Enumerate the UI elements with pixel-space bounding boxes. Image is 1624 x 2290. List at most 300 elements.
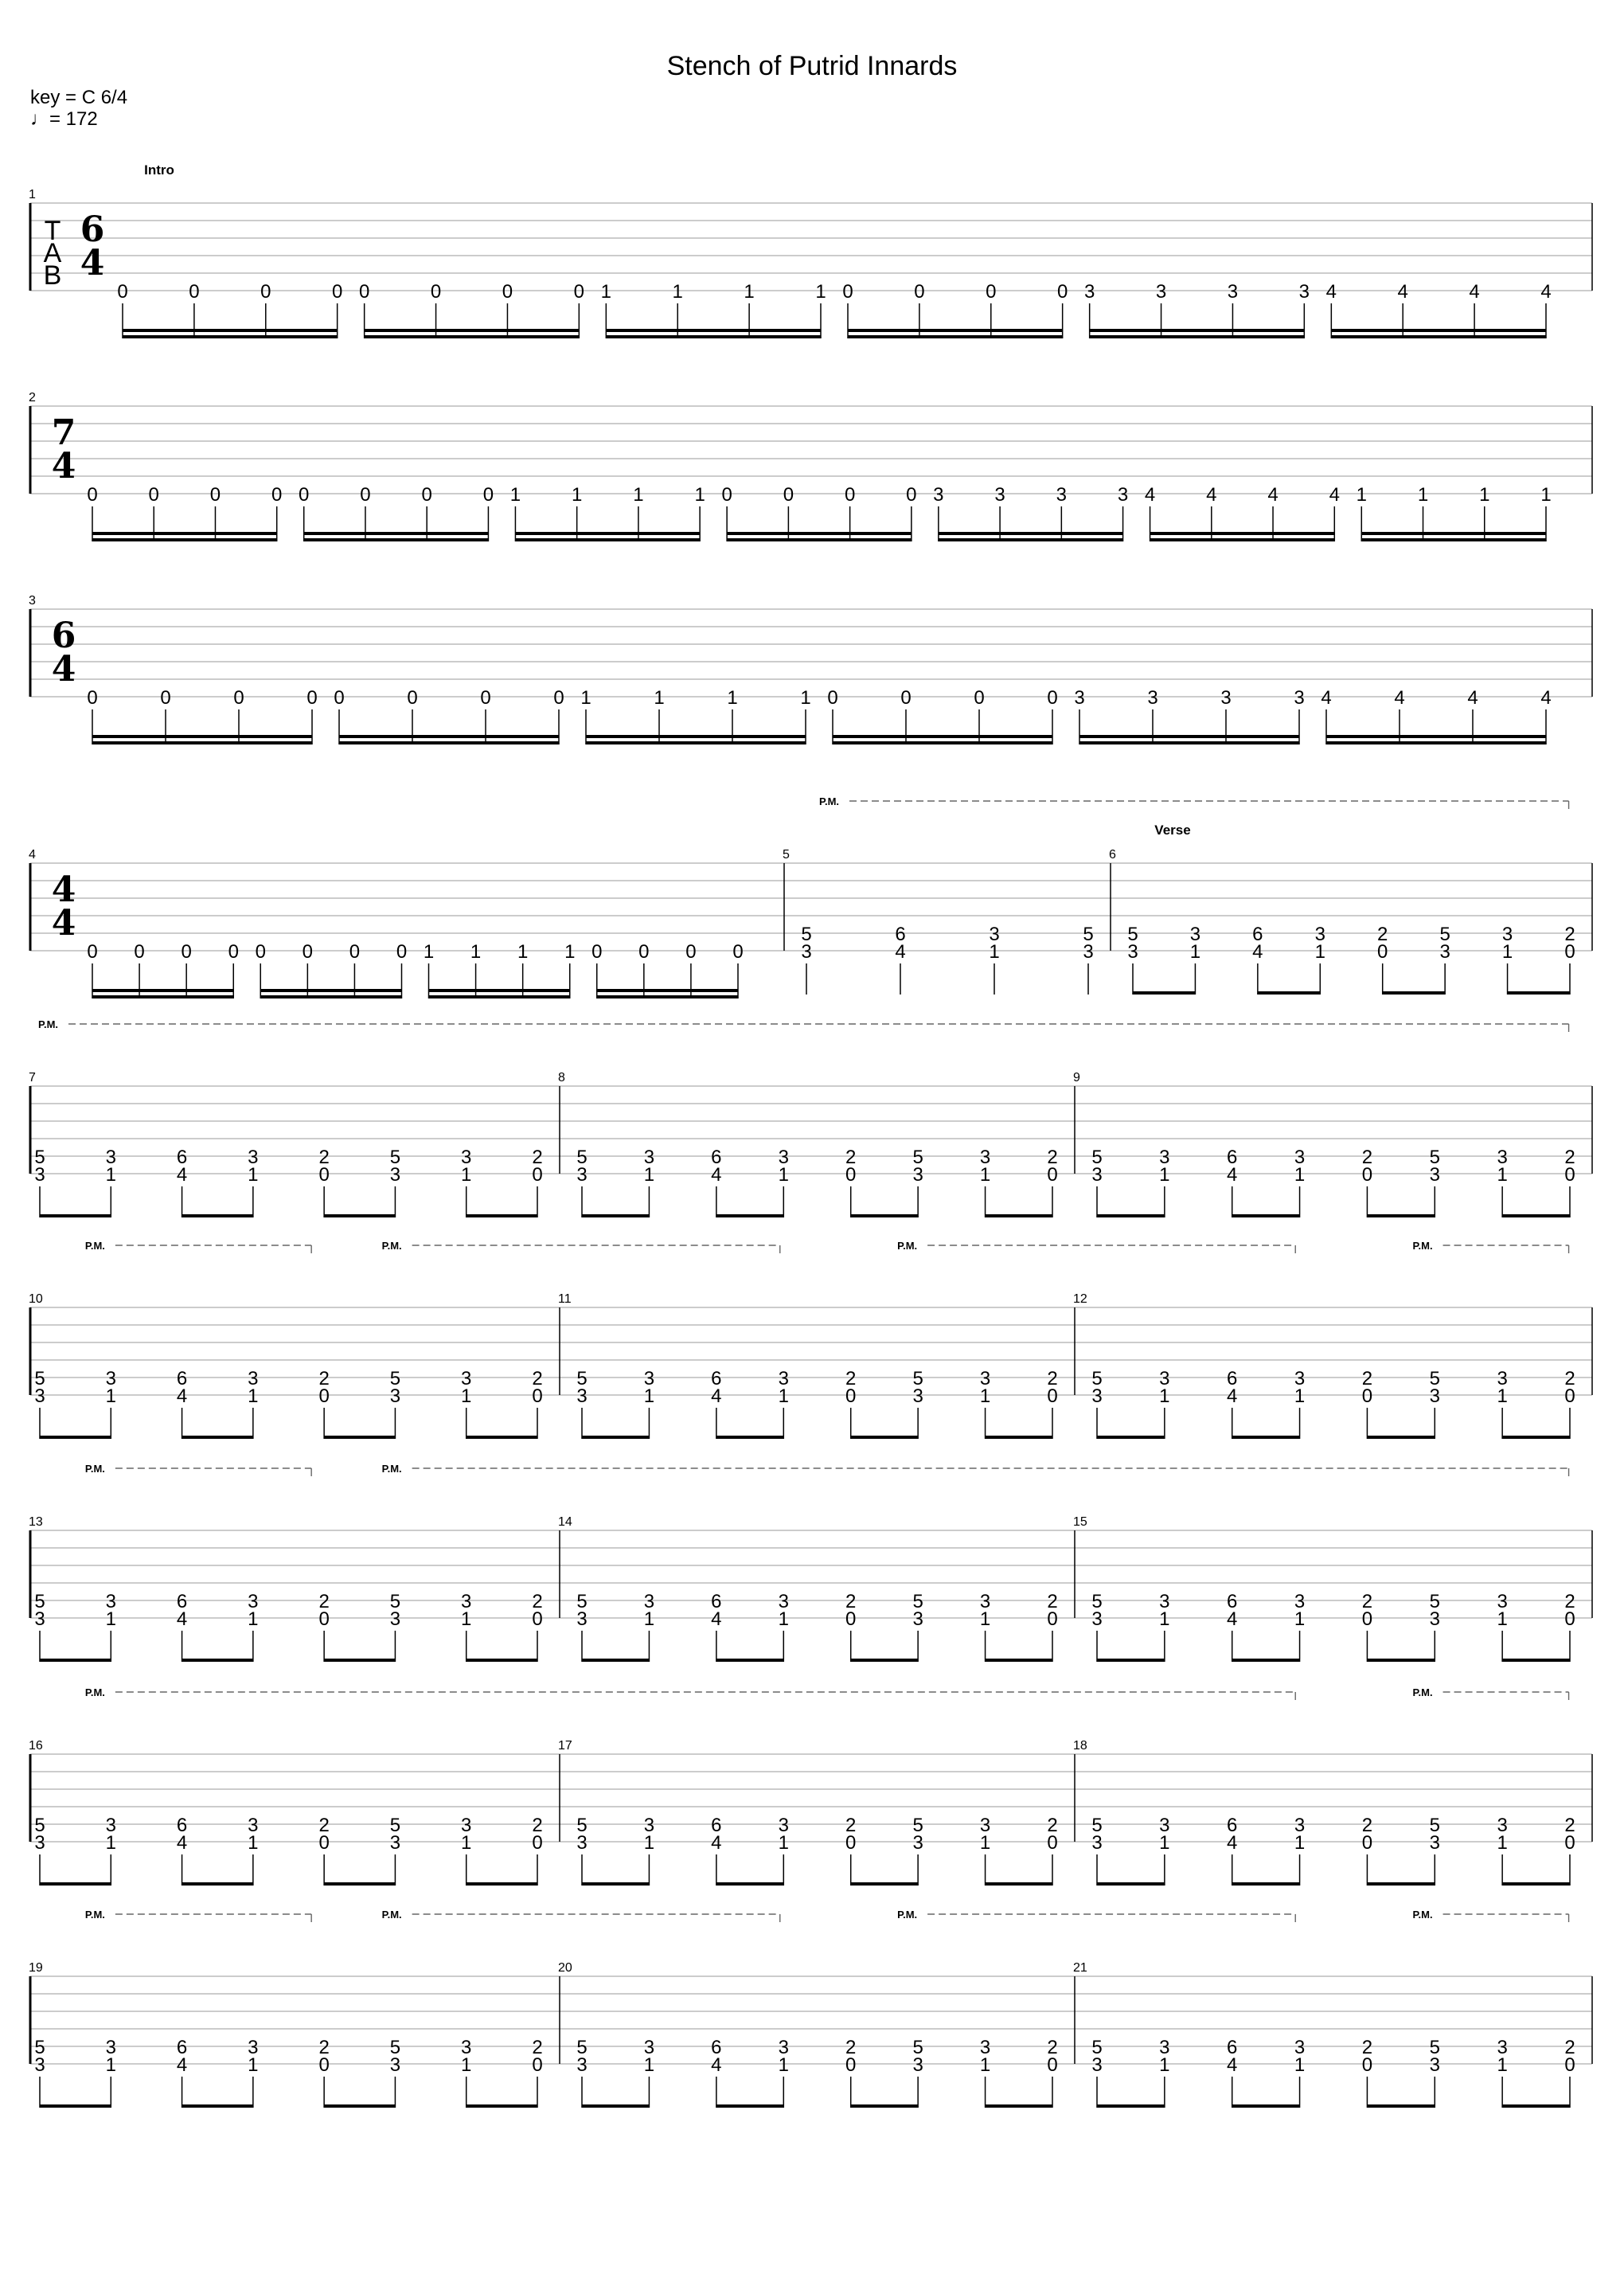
fret-number: 0	[87, 484, 98, 506]
fret-number: 5	[576, 1591, 588, 1612]
fret-number: 1	[633, 484, 644, 506]
fret-number: 3	[1497, 2037, 1508, 2058]
fret-number: 1	[727, 687, 738, 709]
measure-number: 21	[1073, 1961, 1087, 1975]
fret-number: 0	[87, 941, 98, 963]
fret-number: 4	[711, 1385, 722, 1407]
fret-number: 3	[1429, 1608, 1440, 1630]
fret-number: 5	[34, 2037, 45, 2058]
fret-number: 1	[1189, 941, 1201, 963]
fret-number: 2	[1564, 2037, 1575, 2058]
fret-number: 3	[248, 1368, 259, 1389]
fret-number: 2	[1361, 2037, 1373, 2058]
fret-number: 3	[389, 1164, 401, 1186]
fret-number: 0	[181, 941, 192, 963]
fret-number: 1	[1497, 1608, 1508, 1630]
fret-number: 3	[1091, 1385, 1103, 1407]
measure	[558, 1961, 1058, 2108]
fret-number: 3	[912, 1164, 923, 1186]
fret-number: 1	[461, 1608, 472, 1630]
fret-number: 3	[1091, 1164, 1103, 1186]
fret-number: 0	[573, 281, 585, 303]
palm-mute-label: P.M.	[84, 1240, 105, 1252]
fret-number: 6	[176, 1591, 188, 1612]
fret-number: 3	[1294, 1147, 1306, 1168]
measure-number: 8	[558, 1071, 565, 1084]
fret-number: 0	[228, 941, 239, 963]
fret-number: 1	[989, 941, 1000, 963]
fret-number: 0	[532, 1608, 543, 1630]
fret-number: 1	[1540, 484, 1552, 506]
fret-number: 2	[1361, 1147, 1373, 1168]
fret-number: 0	[827, 687, 838, 709]
palm-mute-label: P.M.	[381, 1240, 402, 1252]
fret-number: 4	[176, 1164, 188, 1186]
fret-number: 0	[1361, 1385, 1373, 1407]
fret-number: 5	[912, 1368, 923, 1389]
fret-number: 3	[389, 2054, 401, 2076]
fret-number: 0	[845, 1385, 857, 1407]
fret-number: 0	[134, 941, 145, 963]
fret-number: 0	[1361, 1164, 1373, 1186]
fret-number: 3	[912, 2054, 923, 2076]
fret-number: 4	[1206, 484, 1217, 506]
fret-number: 2	[845, 2037, 857, 2058]
fret-number: 3	[643, 1147, 655, 1168]
fret-number: 1	[105, 1385, 116, 1407]
measure	[1073, 1961, 1575, 2108]
fret-number: 3	[1155, 281, 1167, 303]
fret-number: 4	[711, 1832, 722, 1854]
time-signature-numerator: 6	[51, 615, 76, 656]
staff-systems	[29, 162, 1592, 2108]
fret-number: 1	[979, 1385, 991, 1407]
measure-number: 9	[1073, 1071, 1080, 1084]
fret-number: 1	[778, 1832, 789, 1854]
fret-number: 1	[979, 1832, 991, 1854]
measure	[29, 391, 1552, 541]
fret-number: 0	[638, 941, 650, 963]
fret-number: 3	[1056, 484, 1068, 506]
fret-number: 6	[176, 2037, 188, 2058]
measure-number: 13	[29, 1515, 43, 1529]
fret-number: 3	[1147, 687, 1158, 709]
measure-number: 10	[29, 1292, 43, 1306]
staff-system	[29, 1909, 1592, 2108]
fret-number: 0	[1047, 2054, 1058, 2076]
fret-number: 0	[318, 1608, 330, 1630]
fret-number: 3	[389, 1385, 401, 1407]
staff-system	[29, 1686, 1592, 1886]
fret-number: 1	[571, 484, 583, 506]
fret-number: 5	[34, 1591, 45, 1612]
measure-number: 16	[29, 1739, 43, 1753]
measure-number: 1	[29, 188, 36, 201]
palm-mute-label: P.M.	[819, 795, 840, 807]
fret-number: 5	[34, 1368, 45, 1389]
fret-number: 3	[1083, 941, 1094, 963]
fret-number: 4	[1227, 1608, 1238, 1630]
fret-number: 3	[643, 1591, 655, 1612]
fret-number: 3	[248, 1147, 259, 1168]
fret-number: 1	[778, 1608, 789, 1630]
measure	[1073, 1292, 1575, 1439]
fret-number: 0	[844, 484, 856, 506]
fret-number: 4	[1227, 2054, 1238, 2076]
measure	[29, 1961, 543, 2108]
staff-system	[29, 391, 1592, 541]
fret-number: 1	[1497, 1832, 1508, 1854]
fret-number: 3	[248, 2037, 259, 2058]
fret-number: 5	[34, 1815, 45, 1836]
fret-number: 6	[1227, 1591, 1238, 1612]
fret-number: 3	[912, 1608, 923, 1630]
fret-number: 5	[576, 1147, 588, 1168]
fret-number: 3	[979, 1815, 991, 1836]
fret-number: 2	[1564, 1815, 1575, 1836]
fret-number: 0	[1361, 2054, 1373, 2076]
fret-number: 2	[845, 1147, 857, 1168]
fret-number: 0	[1564, 2054, 1575, 2076]
fret-number: 3	[778, 1815, 789, 1836]
fret-number: 2	[1564, 924, 1575, 945]
time-signature-denominator: 4	[80, 243, 105, 283]
fret-number: 5	[1091, 2037, 1103, 2058]
fret-number: 3	[1497, 1815, 1508, 1836]
fret-number: 6	[711, 1591, 722, 1612]
palm-mute-label: P.M.	[1412, 1909, 1433, 1921]
measure-number: 19	[29, 1961, 43, 1975]
fret-number: 1	[1479, 484, 1490, 506]
fret-number: 4	[1325, 281, 1337, 303]
fret-number: 3	[989, 924, 1000, 945]
measure	[783, 848, 1094, 995]
fret-number: 1	[643, 1832, 655, 1854]
fret-number: 3	[105, 1591, 116, 1612]
fret-number: 5	[1429, 1591, 1440, 1612]
measure-number: 2	[29, 391, 36, 404]
fret-number: 3	[461, 1591, 472, 1612]
fret-number: 1	[1159, 1832, 1170, 1854]
fret-number: 5	[34, 1147, 45, 1168]
fret-number: 2	[318, 1147, 330, 1168]
fret-number: 1	[600, 281, 612, 303]
fret-number: 3	[1294, 1368, 1306, 1389]
fret-number: 4	[1267, 484, 1279, 506]
fret-number: 0	[318, 1832, 330, 1854]
time-signature-numerator: 4	[51, 869, 76, 910]
fret-number: 5	[389, 1147, 401, 1168]
fret-number: 1	[580, 687, 591, 709]
fret-number: 3	[389, 1832, 401, 1854]
fret-number: 5	[576, 1368, 588, 1389]
fret-number: 5	[1429, 1368, 1440, 1389]
fret-number: 3	[389, 1608, 401, 1630]
fret-number: 2	[1047, 1368, 1058, 1389]
fret-number: 6	[1227, 1368, 1238, 1389]
fret-number: 5	[1091, 1147, 1103, 1168]
fret-number: 3	[1294, 2037, 1306, 2058]
fret-number: 1	[672, 281, 683, 303]
fret-number: 3	[979, 1591, 991, 1612]
fret-number: 0	[117, 281, 128, 303]
fret-number: 3	[1429, 1164, 1440, 1186]
fret-number: 3	[1429, 1832, 1440, 1854]
fret-number: 0	[1564, 1385, 1575, 1407]
fret-number: 3	[1429, 2054, 1440, 2076]
fret-number: 1	[248, 1164, 259, 1186]
measure	[29, 1739, 543, 1886]
fret-number: 3	[34, 1385, 45, 1407]
fret-number: 3	[576, 1832, 588, 1854]
fret-number: 1	[1356, 484, 1367, 506]
fret-number: 4	[1469, 281, 1480, 303]
fret-number: 5	[1127, 924, 1138, 945]
fret-number: 0	[302, 941, 314, 963]
fret-number: 3	[1083, 281, 1095, 303]
measure	[29, 162, 1552, 338]
fret-number: 3	[979, 2037, 991, 2058]
fret-number: 2	[1361, 1815, 1373, 1836]
fret-number: 0	[482, 484, 494, 506]
measure	[1073, 1515, 1575, 1662]
fret-number: 3	[34, 1832, 45, 1854]
fret-number: 1	[1501, 941, 1513, 963]
fret-number: 3	[248, 1591, 259, 1612]
fret-number: 1	[1159, 1608, 1170, 1630]
fret-number: 5	[389, 1368, 401, 1389]
fret-number: 0	[87, 687, 98, 709]
measure	[29, 1071, 543, 1217]
fret-number: 5	[1429, 2037, 1440, 2058]
fret-number: 3	[1294, 1591, 1306, 1612]
fret-number: 3	[778, 1368, 789, 1389]
fret-number: 2	[1564, 1368, 1575, 1389]
fret-number: 0	[900, 687, 912, 709]
fret-number: 2	[532, 1368, 543, 1389]
fret-number: 3	[778, 1147, 789, 1168]
time-signature-numerator: 7	[51, 412, 76, 453]
fret-number: 2	[1564, 1147, 1575, 1168]
key-signature-text: key = C 6/4	[30, 87, 128, 108]
fret-number: 0	[974, 687, 985, 709]
fret-number: 0	[407, 687, 418, 709]
fret-number: 0	[532, 2054, 543, 2076]
fret-number: 4	[711, 2054, 722, 2076]
fret-number: 0	[160, 687, 171, 709]
fret-number: 0	[1047, 1832, 1058, 1854]
fret-number: 0	[591, 941, 603, 963]
fret-number: 0	[358, 281, 370, 303]
fret-number: 3	[1294, 1815, 1306, 1836]
fret-number: 2	[532, 1591, 543, 1612]
palm-mute-label: P.M.	[1412, 1240, 1433, 1252]
fret-number: 0	[906, 484, 917, 506]
fret-number: 5	[801, 924, 812, 945]
fret-number: 1	[423, 941, 435, 963]
fret-number: 2	[1564, 1591, 1575, 1612]
fret-number: 3	[1227, 281, 1239, 303]
fret-number: 0	[845, 1832, 857, 1854]
fret-number: 4	[1321, 687, 1332, 709]
fret-number: 0	[1564, 1832, 1575, 1854]
fret-number: 0	[233, 687, 244, 709]
measure-number: 5	[783, 848, 790, 862]
fret-number: 1	[105, 1608, 116, 1630]
fret-number: 0	[845, 2054, 857, 2076]
fret-number: 2	[1361, 1368, 1373, 1389]
palm-mute-label: P.M.	[84, 1463, 105, 1475]
fret-number: 3	[912, 1385, 923, 1407]
fret-number: 6	[1252, 924, 1263, 945]
tab-clef-letter: T	[44, 216, 61, 246]
palm-mute-label: P.M.	[84, 1686, 105, 1698]
fret-number: 4	[1227, 1385, 1238, 1407]
measure	[558, 1515, 1058, 1662]
fret-number: 5	[389, 2037, 401, 2058]
fret-number: 1	[643, 2054, 655, 2076]
fret-number: 3	[1091, 2054, 1103, 2076]
fret-number: 1	[979, 2054, 991, 2076]
fret-number: 3	[1159, 1147, 1170, 1168]
staff-system	[29, 795, 1592, 998]
fret-number: 0	[1564, 1608, 1575, 1630]
fret-number: 0	[1564, 1164, 1575, 1186]
fret-number: 3	[105, 2037, 116, 2058]
fret-number: 3	[1159, 1591, 1170, 1612]
palm-mute-label: P.M.	[1412, 1686, 1433, 1698]
fret-number: 3	[1091, 1608, 1103, 1630]
fret-number: 2	[1047, 2037, 1058, 2058]
fret-number: 0	[1047, 1164, 1058, 1186]
fret-number: 1	[1294, 1832, 1306, 1854]
fret-number: 2	[318, 1368, 330, 1389]
fret-number: 3	[576, 2054, 588, 2076]
fret-number: 1	[1294, 1164, 1306, 1186]
fret-number: 3	[1501, 924, 1513, 945]
fret-number: 0	[553, 687, 564, 709]
measure-number: 12	[1073, 1292, 1087, 1306]
measure-number: 15	[1073, 1515, 1087, 1529]
fret-number: 5	[1091, 1815, 1103, 1836]
fret-number: 1	[105, 1832, 116, 1854]
fret-number: 3	[994, 484, 1005, 506]
time-signature-denominator: 4	[51, 903, 76, 944]
fret-number: 2	[532, 2037, 543, 2058]
fret-number: 6	[711, 1147, 722, 1168]
fret-number: 3	[801, 941, 812, 963]
fret-number: 5	[912, 1815, 923, 1836]
fret-number: 3	[1189, 924, 1201, 945]
fret-number: 3	[912, 1832, 923, 1854]
fret-number: 0	[532, 1164, 543, 1186]
fret-number: 2	[532, 1147, 543, 1168]
fret-number: 5	[1429, 1815, 1440, 1836]
measure	[29, 848, 744, 998]
fret-number: 4	[1467, 687, 1478, 709]
fret-number: 3	[1497, 1368, 1508, 1389]
measure-number: 17	[558, 1739, 572, 1753]
palm-mute-label: P.M.	[897, 1240, 918, 1252]
fret-number: 3	[105, 1147, 116, 1168]
fret-number: 6	[176, 1815, 188, 1836]
fret-number: 3	[1298, 281, 1310, 303]
fret-number: 4	[711, 1164, 722, 1186]
fret-number: 0	[209, 484, 221, 506]
fret-number: 6	[711, 1368, 722, 1389]
measure	[29, 1292, 543, 1439]
fret-number: 3	[576, 1164, 588, 1186]
measure-number: 7	[29, 1071, 36, 1084]
fret-number: 3	[1117, 484, 1129, 506]
tab-clef-letter: B	[43, 260, 62, 291]
fret-number: 5	[1091, 1368, 1103, 1389]
fret-number: 3	[1159, 2037, 1170, 2058]
fret-number: 3	[1127, 941, 1138, 963]
fret-number: 4	[1540, 281, 1552, 303]
fret-number: 0	[260, 281, 271, 303]
fret-number: 4	[1144, 484, 1156, 506]
fret-number: 0	[318, 1164, 330, 1186]
fret-number: 4	[176, 2054, 188, 2076]
fret-number: 1	[1159, 1164, 1170, 1186]
fret-number: 2	[1361, 1591, 1373, 1612]
fret-number: 1	[643, 1608, 655, 1630]
fret-number: 0	[318, 1385, 330, 1407]
fret-number: 0	[421, 484, 432, 506]
fret-number: 1	[654, 687, 665, 709]
fret-number: 0	[360, 484, 371, 506]
palm-mute-label: P.M.	[381, 1909, 402, 1921]
fret-number: 1	[105, 1164, 116, 1186]
fret-number: 0	[502, 281, 513, 303]
fret-number: 0	[480, 687, 491, 709]
fret-number: 4	[1394, 687, 1405, 709]
fret-number: 1	[509, 484, 521, 506]
staff-system	[29, 1018, 1592, 1217]
measure-number: 18	[1073, 1739, 1087, 1753]
fret-number: 4	[1227, 1164, 1238, 1186]
fret-number: 1	[1294, 2054, 1306, 2076]
fret-number: 1	[1159, 1385, 1170, 1407]
time-signature-numerator: 6	[80, 209, 105, 250]
measure-number: 4	[29, 848, 36, 862]
fret-number: 1	[1497, 2054, 1508, 2076]
fret-number: 6	[1227, 2037, 1238, 2058]
fret-number: 0	[271, 484, 283, 506]
staff-system	[29, 162, 1592, 338]
fret-number: 2	[1377, 924, 1388, 945]
fret-number: 5	[912, 1591, 923, 1612]
fret-number: 1	[248, 1608, 259, 1630]
fret-number: 3	[1497, 1591, 1508, 1612]
fret-number: 0	[1564, 941, 1575, 963]
fret-number: 3	[1159, 1815, 1170, 1836]
fret-number: 1	[778, 1164, 789, 1186]
measure	[1073, 1739, 1575, 1886]
fret-number: 3	[643, 2037, 655, 2058]
fret-number: 4	[1252, 941, 1263, 963]
time-signature-denominator: 4	[51, 446, 76, 487]
fret-number: 1	[461, 1385, 472, 1407]
measure	[1109, 823, 1575, 995]
fret-number: 0	[1361, 1608, 1373, 1630]
fret-number: 3	[1220, 687, 1232, 709]
fret-number: 1	[643, 1164, 655, 1186]
fret-number: 5	[576, 1815, 588, 1836]
fret-number: 0	[318, 2054, 330, 2076]
fret-number: 4	[176, 1608, 188, 1630]
